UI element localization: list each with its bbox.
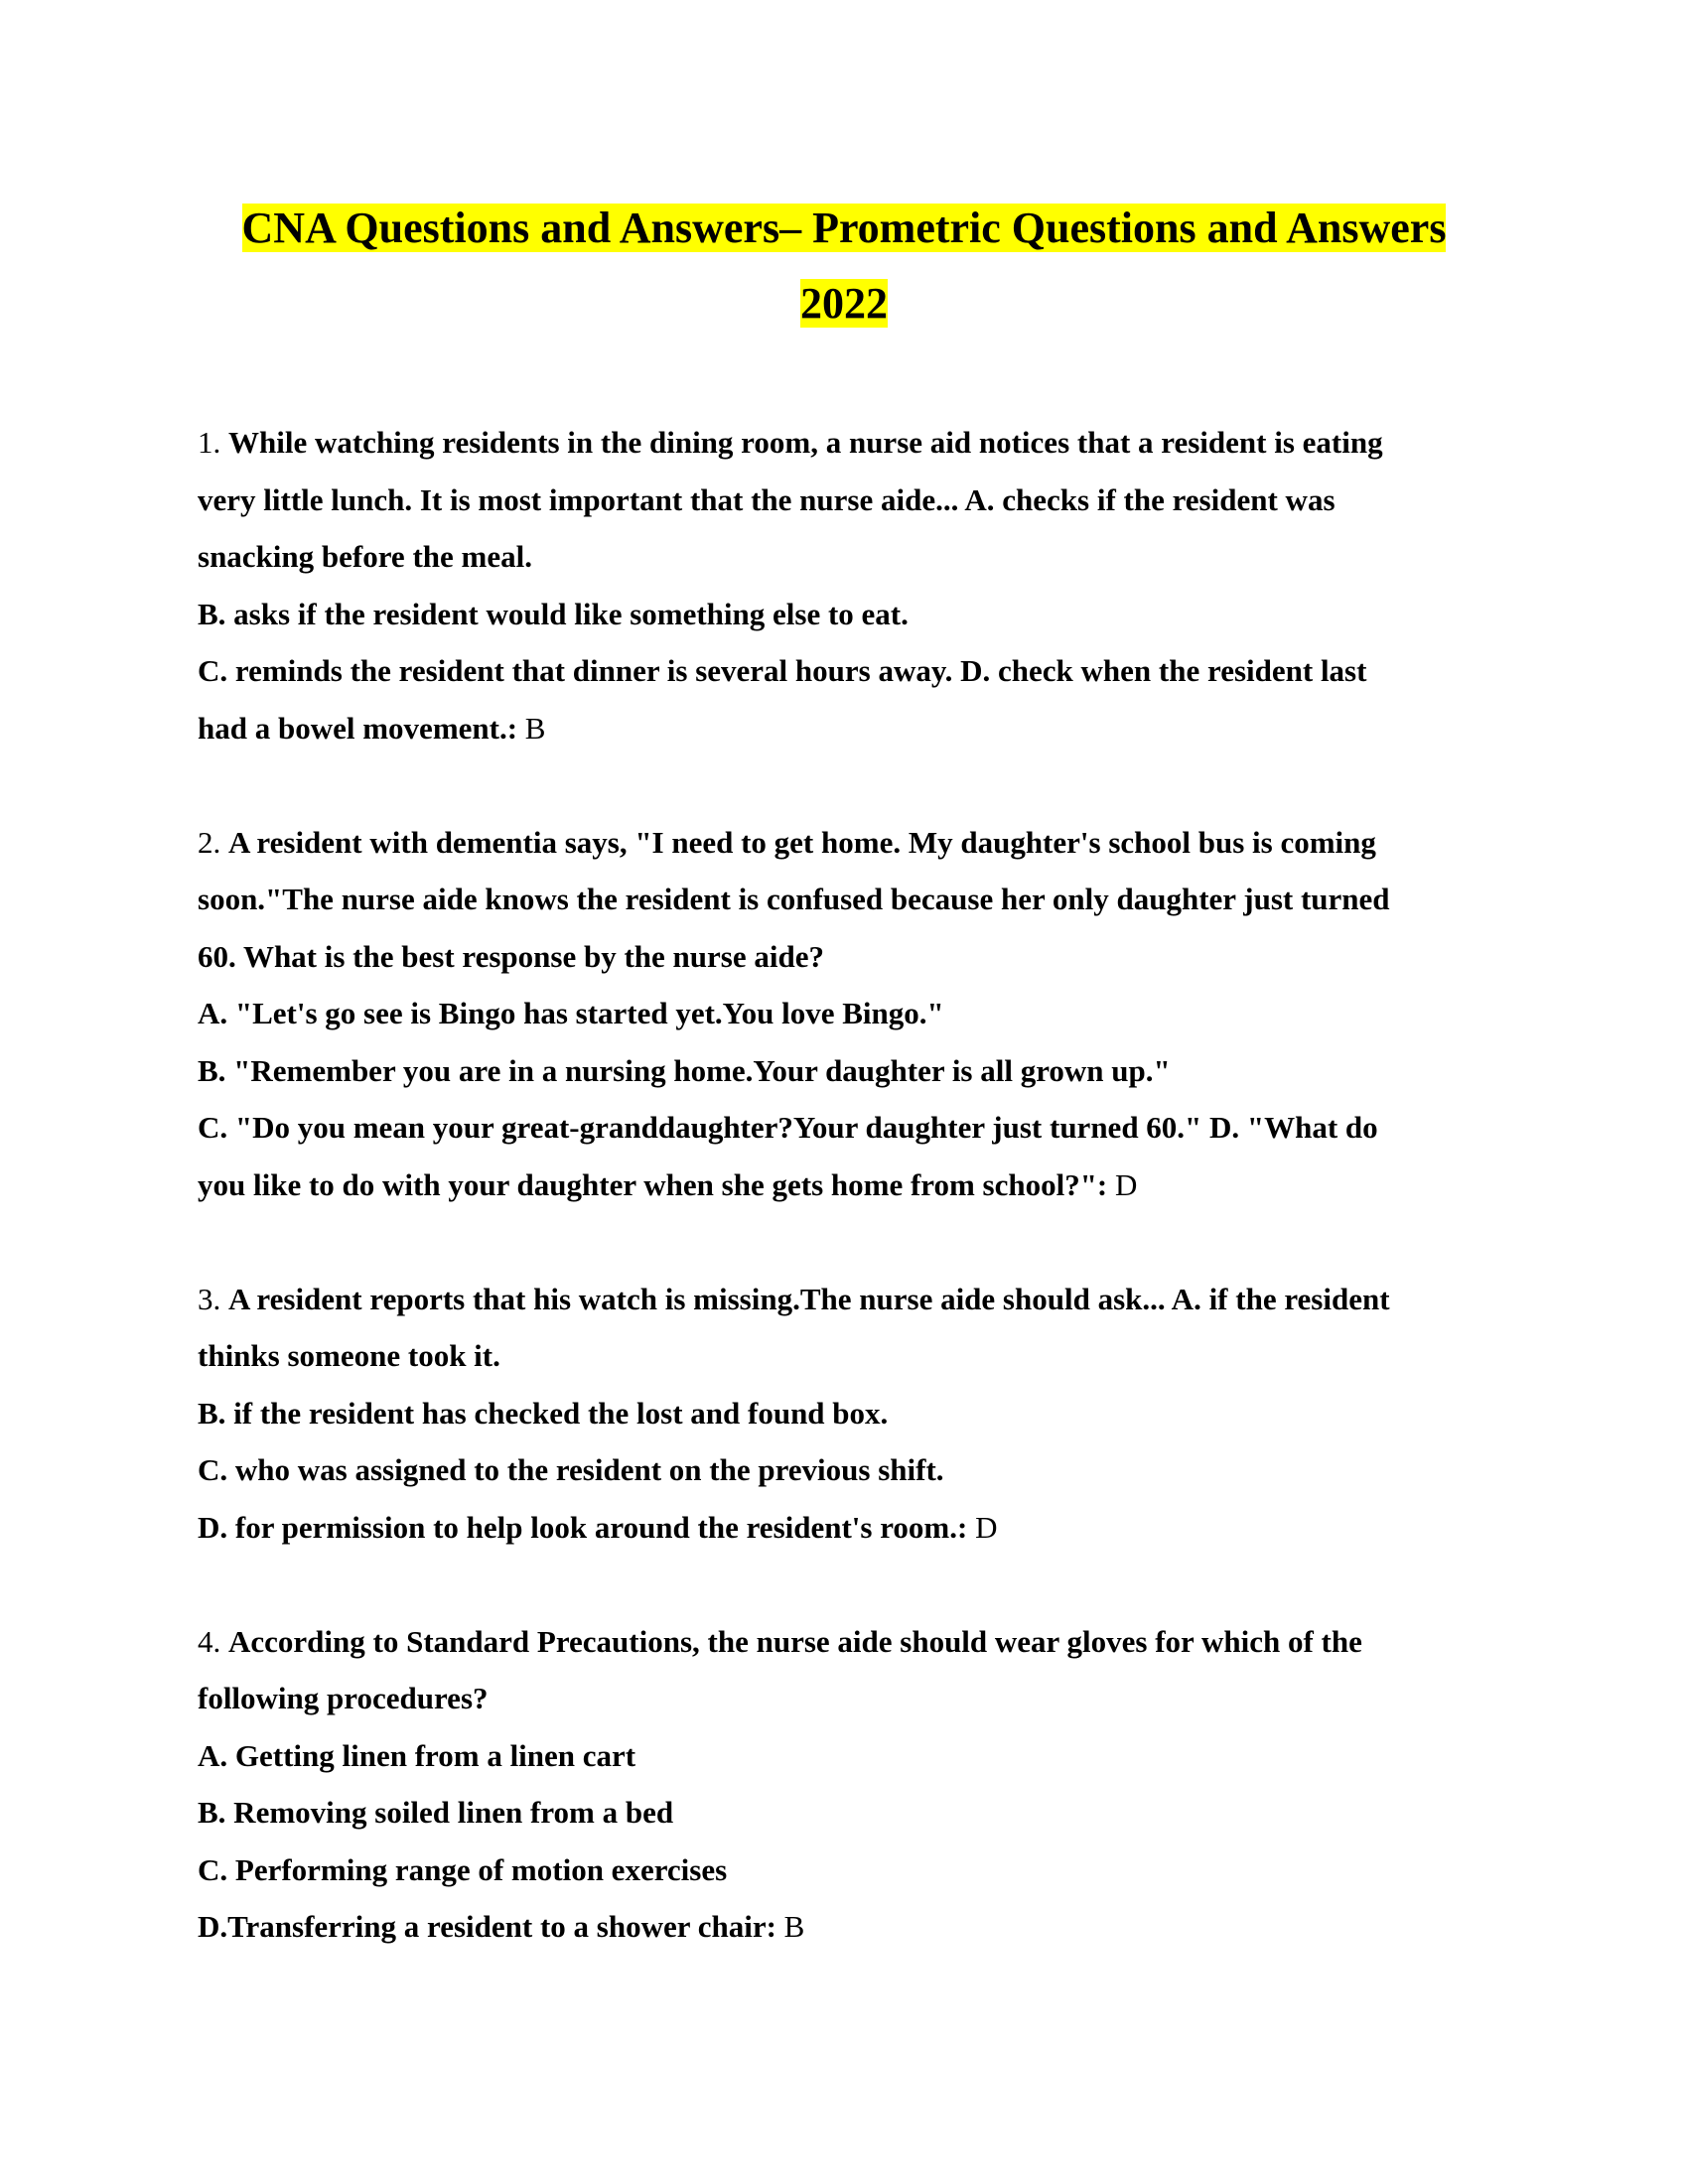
question-line bbox=[198, 1271, 1488, 1328]
question-number: 4. bbox=[198, 1623, 221, 1659]
question-line bbox=[198, 1157, 1488, 1214]
question-line bbox=[198, 814, 1488, 872]
question-line bbox=[198, 414, 1488, 472]
question-number: 2. bbox=[198, 824, 221, 860]
question-line: 60. What is the best response by the nurse aide? bbox=[198, 938, 824, 974]
option-line: C. Performing range of motion exercises bbox=[198, 1851, 728, 1887]
question-line: very little lunch. It is most important that the nurse aide... A. checks if the resident was bbox=[198, 481, 1336, 517]
question-line bbox=[198, 1499, 1488, 1557]
question-number: 3. bbox=[198, 1281, 221, 1316]
question-3 bbox=[198, 1271, 1488, 1557]
document-title bbox=[179, 191, 1509, 341]
option-text: you like to do with your daughter when she gets home from school?": bbox=[198, 1166, 1108, 1202]
option-line: A. Getting linen from a linen cart bbox=[198, 1737, 636, 1773]
option-text: had a bowel movement.: bbox=[198, 710, 518, 746]
title-line-1-text: CNA Questions and Answers– Prometric Questions and Answers bbox=[241, 204, 1447, 252]
option-line: C. who was assigned to the resident on the previous shift. bbox=[198, 1452, 944, 1487]
question-2 bbox=[198, 814, 1488, 1214]
option-line: B. if the resident has checked the lost and found box. bbox=[198, 1395, 889, 1431]
question-line bbox=[198, 1613, 1488, 1671]
question-line bbox=[198, 1898, 1488, 1956]
question-line bbox=[198, 700, 1488, 757]
answer-text: D bbox=[1115, 1166, 1138, 1202]
option-text: D. for permission to help look around the resident's room.: bbox=[198, 1509, 968, 1545]
question-number: 1. bbox=[198, 425, 221, 460]
question-4 bbox=[198, 1613, 1488, 1956]
option-line: C. "Do you mean your great-granddaughter?Your daughter just turned 60." D. "What do bbox=[198, 1110, 1378, 1145]
question-text: A resident with dementia says, "I need to get home. My daughter's school bus is coming bbox=[228, 824, 1376, 860]
option-line: B. Removing soiled linen from a bed bbox=[198, 1795, 674, 1830]
option-line: C. reminds the resident that dinner is several hours away. D. check when the resident last bbox=[198, 653, 1367, 688]
question-text: According to Standard Precautions, the nurse aide should wear gloves for which of the bbox=[228, 1623, 1362, 1659]
question-text: While watching residents in the dining room, a nurse aid notices that a resident is eating bbox=[228, 425, 1383, 460]
question-line: thinks someone took it. bbox=[198, 1338, 500, 1373]
question-text: A resident reports that his watch is missing.The nurse aide should ask... A. if the resident bbox=[228, 1281, 1390, 1316]
title-line-2-text: 2022 bbox=[800, 279, 888, 328]
option-line: B. "Remember you are in a nursing home.Your daughter is all grown up." bbox=[198, 1052, 1171, 1088]
questions-list bbox=[198, 414, 1488, 2012]
title-line-2 bbox=[179, 266, 1509, 341]
answer-text: B bbox=[783, 1909, 805, 1944]
option-line: A. "Let's go see is Bingo has started yet.You love Bingo." bbox=[198, 996, 944, 1030]
question-line: following procedures? bbox=[198, 1681, 489, 1715]
question-line: soon."The nurse aide knows the resident is confused because her only daughter just turned bbox=[198, 882, 1390, 916]
option-line: B. asks if the resident would like something else to eat. bbox=[198, 596, 909, 631]
option-text: D.Transferring a resident to a shower chair: bbox=[198, 1909, 776, 1944]
question-1 bbox=[198, 414, 1488, 756]
question-line: snacking before the meal. bbox=[198, 539, 532, 574]
title-line-1 bbox=[179, 191, 1509, 266]
answer-text: B bbox=[524, 710, 546, 746]
answer-text: D bbox=[975, 1509, 998, 1545]
